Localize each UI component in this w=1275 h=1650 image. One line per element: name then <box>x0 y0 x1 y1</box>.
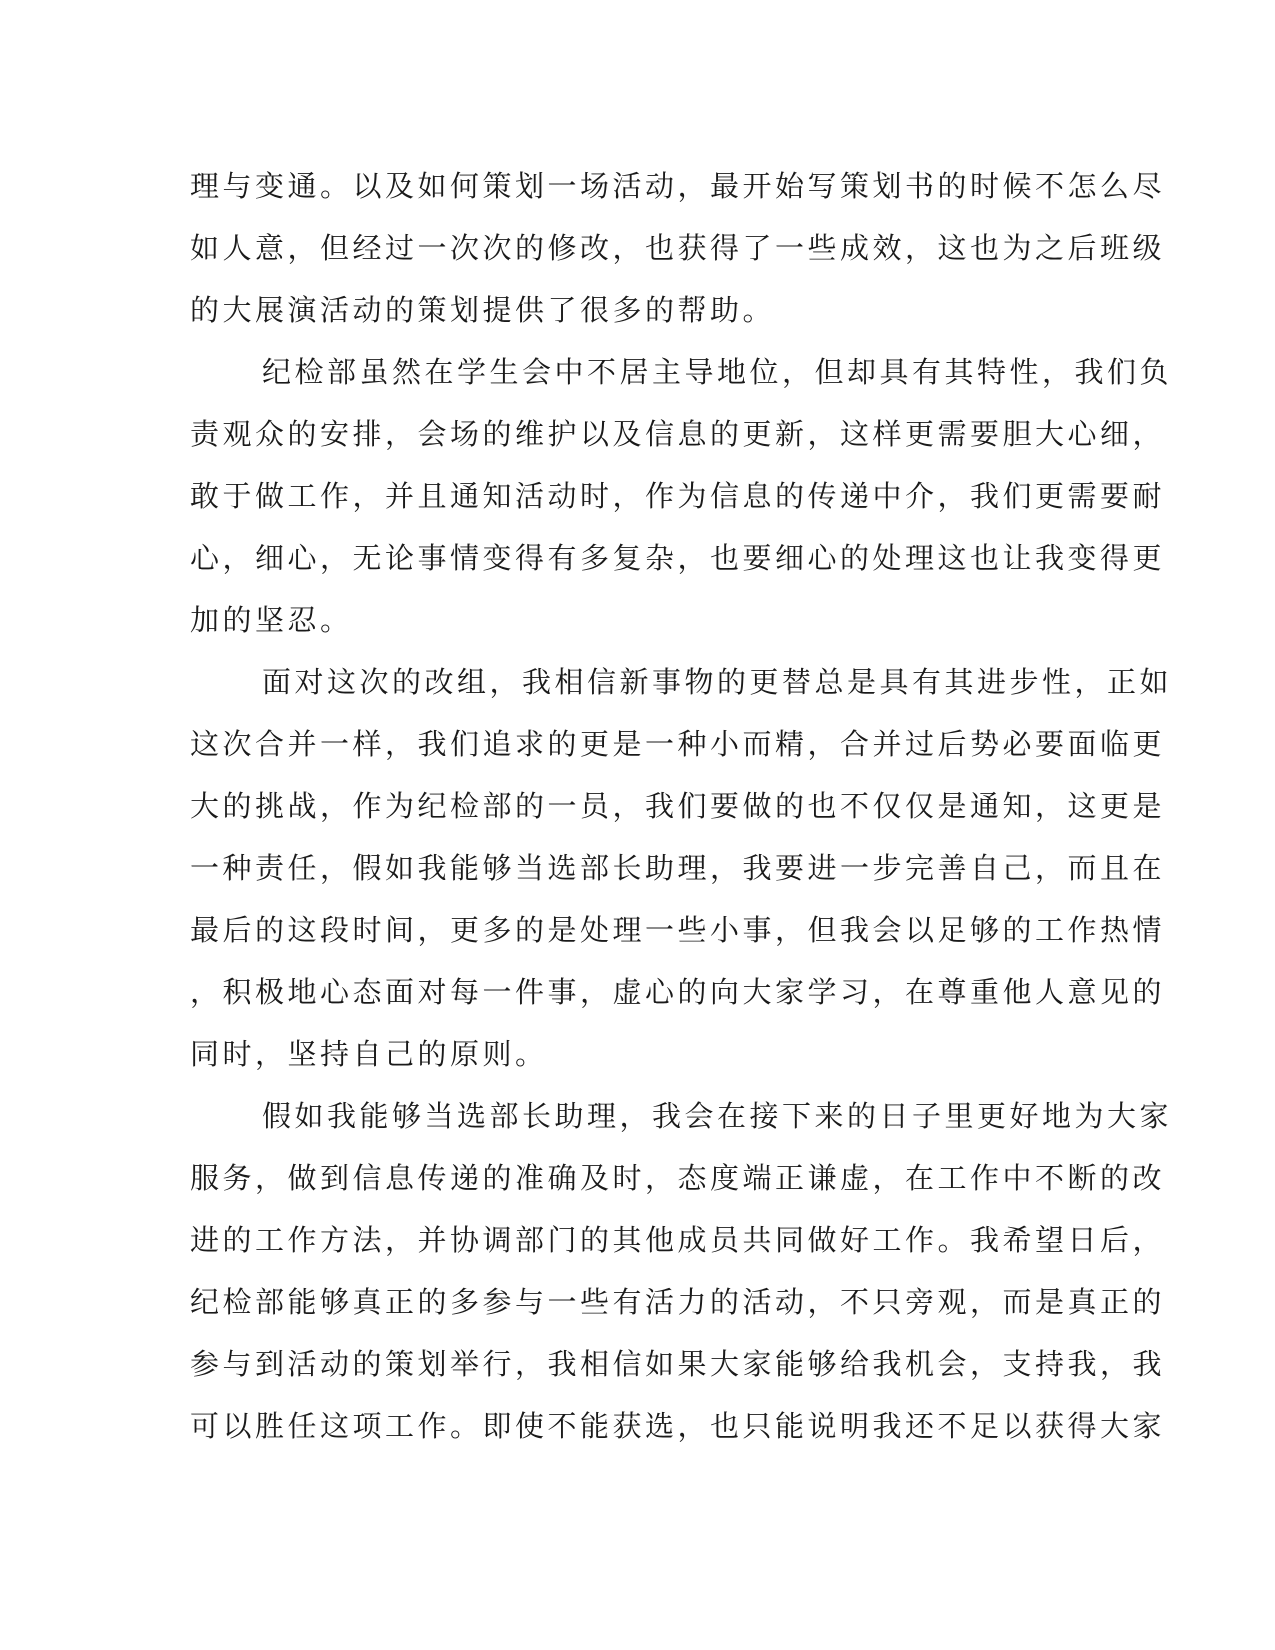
text-line: 面对这次的改组，我相信新事物的更替总是具有其进步性，正如 <box>262 665 1173 699</box>
text-line: 最后的这段时间，更多的是处理一些小事，但我会以足够的工作热情 <box>190 913 1166 947</box>
text-line: 加的坚忍。 <box>190 603 353 637</box>
text-line: 心，细心，无论事情变得有多复杂，也要细心的处理这也让我变得更 <box>190 541 1166 575</box>
text-line: 如人意，但经过一次次的修改，也获得了一些成效，这也为之后班级 <box>190 231 1166 265</box>
text-line: 的大展演活动的策划提供了很多的帮助。 <box>190 293 776 327</box>
text-line: 纪检部虽然在学生会中不居主导地位，但却具有其特性，我们负 <box>262 355 1173 389</box>
text-line: 一种责任，假如我能够当选部长助理，我要进一步完善自己，而且在 <box>190 851 1166 885</box>
text-line: 进的工作方法，并协调部门的其他成员共同做好工作。我希望日后， <box>190 1223 1166 1257</box>
text-line: 可以胜任这项工作。即使不能获选，也只能说明我还不足以获得大家 <box>190 1409 1166 1443</box>
text-line: 这次合并一样，我们追求的更是一种小而精，合并过后势必要面临更 <box>190 727 1166 761</box>
text-line: 责观众的安排，会场的维护以及信息的更新，这样更需要胆大心细， <box>190 417 1166 451</box>
text-line: 大的挑战，作为纪检部的一员，我们要做的也不仅仅是通知，这更是 <box>190 789 1166 823</box>
text-line: 同时，坚持自己的原则。 <box>190 1037 548 1071</box>
text-line: 假如我能够当选部长助理，我会在接下来的日子里更好地为大家 <box>262 1099 1173 1133</box>
text-line: 纪检部能够真正的多参与一些有活力的活动，不只旁观，而是真正的 <box>190 1285 1166 1319</box>
text-line: ，积极地心态面对每一件事，虚心的向大家学习，在尊重他人意见的 <box>190 975 1166 1009</box>
text-line: 理与变通。以及如何策划一场活动，最开始写策划书的时候不怎么尽 <box>190 169 1166 203</box>
text-line: 服务，做到信息传递的准确及时，态度端正谦虚，在工作中不断的改 <box>190 1161 1166 1195</box>
text-line: 敢于做工作，并且通知活动时，作为信息的传递中介，我们更需要耐 <box>190 479 1166 513</box>
body-text <box>190 155 1173 1457</box>
text-line: 参与到活动的策划举行，我相信如果大家能够给我机会，支持我，我 <box>190 1347 1166 1381</box>
